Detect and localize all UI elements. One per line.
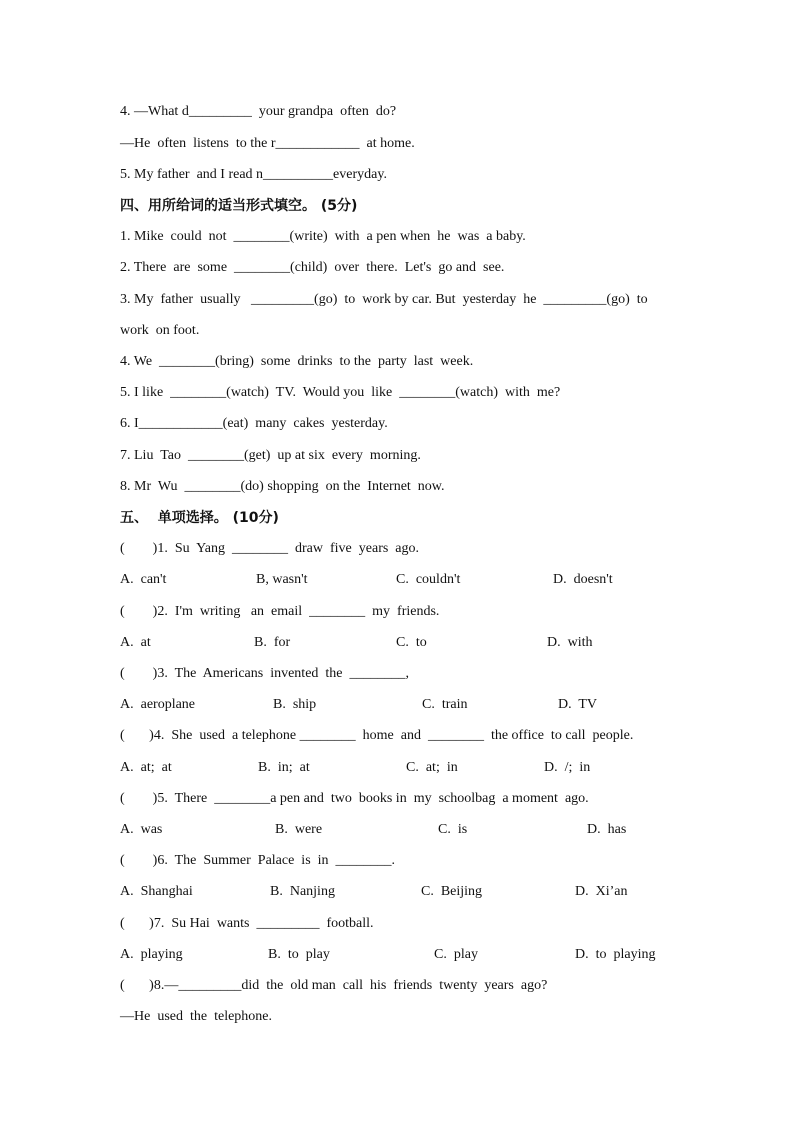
sec4-item-3-cont: work on foot. [120,323,200,338]
sec3-q4-answer: —He often listens to the r____________ at home. [120,136,415,151]
section-5-heading: 五、 单项选择。 (10分) [120,510,279,526]
option-d: D. doesn't [553,572,613,587]
sec5-q7-options [120,945,694,965]
option-a: A. at; at [120,760,172,775]
option-a: A. was [120,822,163,837]
option-c: C. couldn't [396,572,461,587]
sec5-q4: ( )4. She used a telephone ________ home and ________ the office to call people. [120,728,634,743]
option-c: C. play [434,947,478,962]
sec5-q6: ( )6. The Summer Palace is in ________. [120,853,396,868]
sec4-item-7: 7. Liu Tao ________(get) up at six every morning. [120,448,421,463]
option-d: D. /; in [544,760,591,775]
option-b: B, wasn't [256,572,308,587]
sec5-q2-options [120,633,694,653]
option-c: C. Beijing [421,884,483,899]
option-c: C. train [422,697,468,712]
option-d: D. has [587,822,627,837]
option-d: D. with [547,635,593,650]
sec5-q1-options [120,570,694,590]
option-a: A. at [120,635,151,650]
sec5-q5: ( )5. There ________a pen and two books in my schoolbag a moment ago. [120,791,589,806]
sec5-q2: ( )2. I'm writing an email ________ my friends. [120,604,440,619]
sec4-item-5: 5. I like ________(watch) TV. Would you like ________(watch) with me? [120,385,561,400]
sec4-item-4: 4. We ________(bring) some drinks to the party last week. [120,354,474,369]
sec5-q3: ( )3. The Americans invented the ________, [120,666,410,681]
option-c: C. is [438,822,468,837]
sec5-q5-options [120,820,694,840]
sec5-q4-options [120,758,694,778]
option-a: A. can't [120,572,167,587]
option-b: B. in; at [258,760,310,775]
sec5-q8: ( )8.—_________did the old man call his friends twenty years ago? [120,978,548,993]
sec3-q4: 4. —What d_________ your grandpa often do? [120,104,397,119]
option-a: A. aeroplane [120,697,196,712]
sec4-item-2: 2. There are some ________(child) over there. Let's go and see. [120,260,505,275]
sec5-q7: ( )7. Su Hai wants _________ football. [120,916,374,931]
option-b: B. for [254,635,291,650]
option-d: D. Xi’an [575,884,628,899]
sec5-q1: ( )1. Su Yang ________ draw five years ago. [120,541,420,556]
sec4-item-1: 1. Mike could not ________(write) with a pen when he was a baby. [120,229,526,244]
sec5-q3-options [120,695,694,715]
option-b: B. ship [273,697,317,712]
option-c: C. at; in [406,760,458,775]
sec4-item-8: 8. Mr Wu ________(do) shopping on the Internet now. [120,479,445,494]
option-d: D. to playing [575,947,656,962]
sec4-item-6: 6. I____________(eat) many cakes yesterday. [120,416,388,431]
option-b: B. were [275,822,323,837]
option-b: B. Nanjing [270,884,335,899]
option-b: B. to play [268,947,330,962]
option-a: A. Shanghai [120,884,193,899]
sec5-q8-answer: —He used the telephone. [120,1009,273,1024]
sec3-q5: 5. My father and I read n__________everyday. [120,167,387,182]
option-a: A. playing [120,947,183,962]
section-4-heading: 四、用所给词的适当形式填空。 (5分) [120,198,358,214]
sec4-item-3: 3. My father usually _________(go) to work by car. But yesterday he _________(go) to [120,292,648,307]
option-d: D. TV [558,697,598,712]
option-c: C. to [396,635,427,650]
sec5-q6-options [120,882,694,902]
